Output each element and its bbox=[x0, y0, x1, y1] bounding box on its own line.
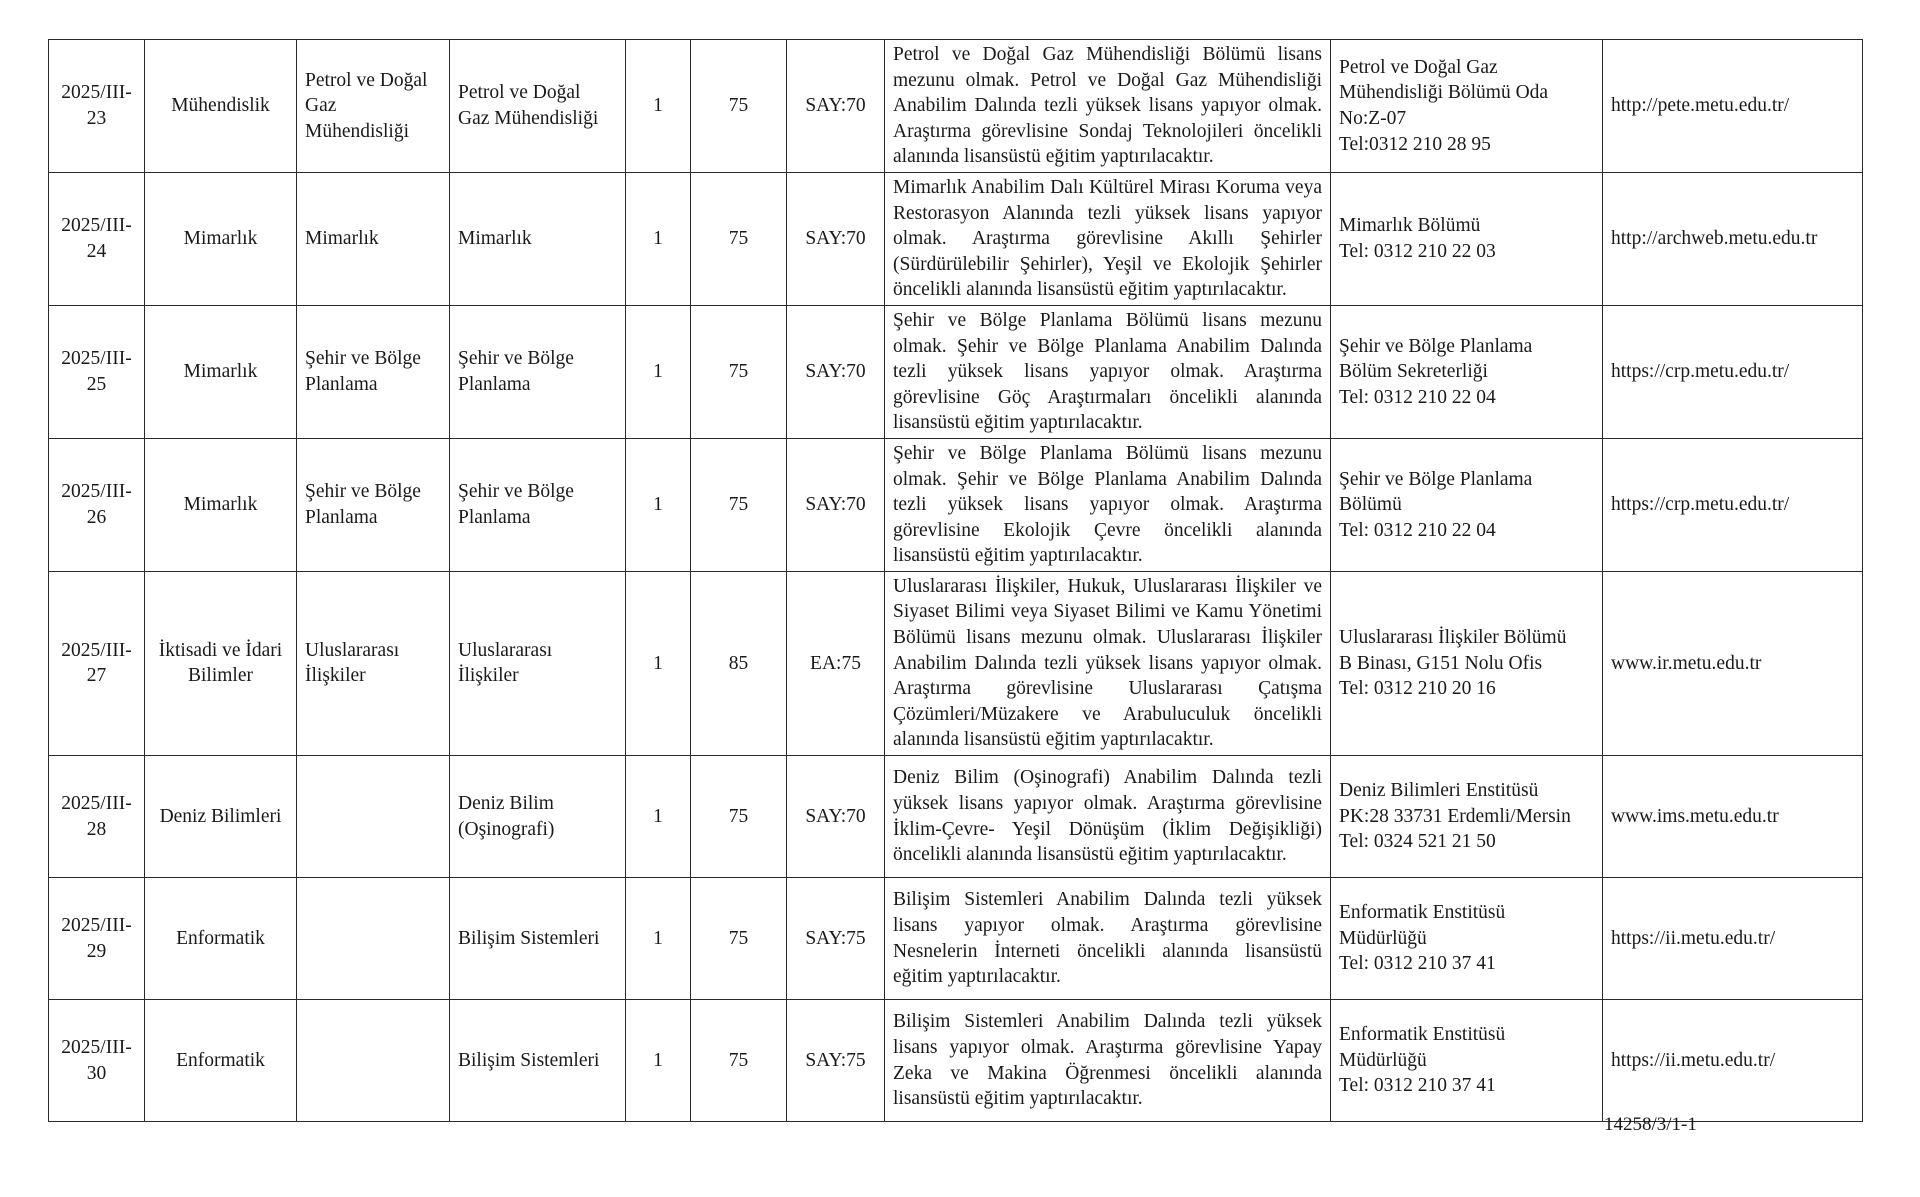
cell-program: Deniz Bilim (Oşinografi) bbox=[450, 756, 626, 878]
cell-department bbox=[297, 1000, 450, 1122]
cell-exam-score: SAY:75 bbox=[787, 1000, 885, 1122]
cell-department bbox=[297, 756, 450, 878]
cell-website: www.ir.metu.edu.tr bbox=[1603, 571, 1863, 755]
cell-website: www.ims.metu.edu.tr bbox=[1603, 756, 1863, 878]
cell-faculty: Enformatik bbox=[145, 878, 297, 1000]
cell-contact: Petrol ve Doğal Gaz Mühendisliği Bölümü Oda No:Z-07 Tel:0312 210 28 95 bbox=[1331, 40, 1603, 173]
cell-conditions: Petrol ve Doğal Gaz Mühendisliği Bölümü lisans mezunu olmak. Petrol ve Doğal Gaz Mühendisliği Anabilim Dalında tezli yüksek lisans yapıyor olmak. Araştırma görevlisine Sondaj Teknolojileri öncelikli alanında lisansüstü eğitim yaptırılacaktır. bbox=[885, 40, 1331, 173]
cell-contact: Şehir ve Bölge Planlama Bölüm Sekreterliği Tel: 0312 210 22 04 bbox=[1331, 305, 1603, 438]
cell-quota: 1 bbox=[626, 305, 691, 438]
cell-program: Şehir ve Bölge Planlama bbox=[450, 305, 626, 438]
cell-ad-code: 2025/III- 23 bbox=[49, 40, 145, 173]
table-row bbox=[49, 305, 1863, 438]
cell-contact: Deniz Bilimleri Enstitüsü PK:28 33731 Erdemli/Mersin Tel: 0324 521 21 50 bbox=[1331, 756, 1603, 878]
cell-program: Petrol ve Doğal Gaz Mühendisliği bbox=[450, 40, 626, 173]
cell-contact: Enformatik Enstitüsü Müdürlüğü Tel: 0312 210 37 41 bbox=[1331, 878, 1603, 1000]
cell-ad-code: 2025/III- 28 bbox=[49, 756, 145, 878]
cell-department: Şehir ve Bölge Planlama bbox=[297, 305, 450, 438]
cell-faculty: Mimarlık bbox=[145, 172, 297, 305]
cell-quota: 1 bbox=[626, 1000, 691, 1122]
table-row bbox=[49, 40, 1863, 173]
cell-exam-score: SAY:70 bbox=[787, 172, 885, 305]
cell-min-score: 75 bbox=[691, 438, 787, 571]
cell-exam-score: SAY:70 bbox=[787, 438, 885, 571]
cell-conditions: Uluslararası İlişkiler, Hukuk, Uluslararası İlişkiler ve Siyaset Bilimi veya Siyaset Bilimi ve Kamu Yönetimi Bölümü lisans mezunu olmak. Uluslararası İlişkiler Anabilim Dalında tezli yüksek lisans yapıyor olmak. Araştırma görevlisine Uluslararası Çatışma Çözümleri/Müzakere ve Arabuluculuk öncelikli alanında lisansüstü eğitim yaptırılacaktır. bbox=[885, 571, 1331, 755]
cell-exam-score: SAY:75 bbox=[787, 878, 885, 1000]
cell-department bbox=[297, 878, 450, 1000]
cell-min-score: 75 bbox=[691, 878, 787, 1000]
cell-ad-code: 2025/III- 30 bbox=[49, 1000, 145, 1122]
cell-faculty: Mimarlık bbox=[145, 305, 297, 438]
cell-min-score: 75 bbox=[691, 305, 787, 438]
cell-ad-code: 2025/III- 27 bbox=[49, 571, 145, 755]
cell-program: Bilişim Sistemleri bbox=[450, 878, 626, 1000]
cell-website: https://crp.metu.edu.tr/ bbox=[1603, 438, 1863, 571]
cell-min-score: 75 bbox=[691, 40, 787, 173]
cell-department: Şehir ve Bölge Planlama bbox=[297, 438, 450, 571]
cell-contact: Mimarlık Bölümü Tel: 0312 210 22 03 bbox=[1331, 172, 1603, 305]
cell-website: https://ii.metu.edu.tr/ bbox=[1603, 878, 1863, 1000]
cell-contact: Enformatik Enstitüsü Müdürlüğü Tel: 0312 210 37 41 bbox=[1331, 1000, 1603, 1122]
cell-website: http://archweb.metu.edu.tr bbox=[1603, 172, 1863, 305]
position-listing-table bbox=[48, 39, 1863, 1122]
table-row bbox=[49, 438, 1863, 571]
cell-min-score: 85 bbox=[691, 571, 787, 755]
cell-department: Mimarlık bbox=[297, 172, 450, 305]
cell-contact: Uluslararası İlişkiler Bölümü B Binası, G151 Nolu Ofis Tel: 0312 210 20 16 bbox=[1331, 571, 1603, 755]
cell-conditions: Deniz Bilim (Oşinografi) Anabilim Dalında tezli yüksek lisans yapıyor olmak. Araştırma görevlisine İklim-Çevre- Yeşil Dönüşüm (İklim Değişikliği) öncelikli alanında lisansüstü eğitim yaptırılacaktır. bbox=[885, 756, 1331, 878]
cell-ad-code: 2025/III- 26 bbox=[49, 438, 145, 571]
cell-exam-score: EA:75 bbox=[787, 571, 885, 755]
cell-quota: 1 bbox=[626, 172, 691, 305]
cell-faculty: Deniz Bilimleri bbox=[145, 756, 297, 878]
cell-quota: 1 bbox=[626, 756, 691, 878]
cell-conditions: Bilişim Sistemleri Anabilim Dalında tezli yüksek lisans yapıyor olmak. Araştırma görevlisine Yapay Zeka ve Makina Öğrenmesi öncelikli alanında lisansüstü eğitim yaptırılacaktır. bbox=[885, 1000, 1331, 1122]
cell-department: Uluslararası İlişkiler bbox=[297, 571, 450, 755]
cell-faculty: Enformatik bbox=[145, 1000, 297, 1122]
cell-faculty: Mühendislik bbox=[145, 40, 297, 173]
cell-ad-code: 2025/III- 24 bbox=[49, 172, 145, 305]
cell-exam-score: SAY:70 bbox=[787, 756, 885, 878]
cell-program: Uluslararası İlişkiler bbox=[450, 571, 626, 755]
cell-program: Mimarlık bbox=[450, 172, 626, 305]
cell-contact: Şehir ve Bölge Planlama Bölümü Tel: 0312 210 22 04 bbox=[1331, 438, 1603, 571]
table-row bbox=[49, 756, 1863, 878]
cell-ad-code: 2025/III- 29 bbox=[49, 878, 145, 1000]
document-reference-number: 14258/3/1-1 bbox=[1604, 1114, 1697, 1135]
table-row bbox=[49, 172, 1863, 305]
cell-quota: 1 bbox=[626, 571, 691, 755]
table-row bbox=[49, 571, 1863, 755]
cell-website: https://ii.metu.edu.tr/ bbox=[1603, 1000, 1863, 1122]
cell-ad-code: 2025/III- 25 bbox=[49, 305, 145, 438]
cell-min-score: 75 bbox=[691, 756, 787, 878]
cell-exam-score: SAY:70 bbox=[787, 40, 885, 173]
cell-conditions: Şehir ve Bölge Planlama Bölümü lisans mezunu olmak. Şehir ve Bölge Planlama Anabilim Dalında tezli yüksek lisans yapıyor olmak. Araştırma görevlisine Göç Araştırmaları öncelikli alanında lisansüstü eğitim yaptırılacaktır. bbox=[885, 305, 1331, 438]
table-row bbox=[49, 1000, 1863, 1122]
cell-conditions: Bilişim Sistemleri Anabilim Dalında tezli yüksek lisans yapıyor olmak. Araştırma görevlisine Nesnelerin İnterneti öncelikli alanında lisansüstü eğitim yaptırılacaktır. bbox=[885, 878, 1331, 1000]
table-body bbox=[49, 40, 1863, 1122]
cell-website: http://pete.metu.edu.tr/ bbox=[1603, 40, 1863, 173]
cell-conditions: Şehir ve Bölge Planlama Bölümü lisans mezunu olmak. Şehir ve Bölge Planlama Anabilim Dalında tezli yüksek lisans yapıyor olmak. Araştırma görevlisine Ekolojik Çevre öncelikli alanında lisansüstü eğitim yaptırılacaktır. bbox=[885, 438, 1331, 571]
cell-exam-score: SAY:70 bbox=[787, 305, 885, 438]
cell-faculty: Mimarlık bbox=[145, 438, 297, 571]
cell-min-score: 75 bbox=[691, 172, 787, 305]
cell-quota: 1 bbox=[626, 438, 691, 571]
cell-website: https://crp.metu.edu.tr/ bbox=[1603, 305, 1863, 438]
cell-quota: 1 bbox=[626, 878, 691, 1000]
cell-min-score: 75 bbox=[691, 1000, 787, 1122]
cell-program: Bilişim Sistemleri bbox=[450, 1000, 626, 1122]
table-row bbox=[49, 878, 1863, 1000]
cell-department: Petrol ve Doğal Gaz Mühendisliği bbox=[297, 40, 450, 173]
cell-faculty: İktisadi ve İdari Bilimler bbox=[145, 571, 297, 755]
cell-program: Şehir ve Bölge Planlama bbox=[450, 438, 626, 571]
cell-quota: 1 bbox=[626, 40, 691, 173]
cell-conditions: Mimarlık Anabilim Dalı Kültürel Mirası Koruma veya Restorasyon Alanında tezli yüksek lisans yapıyor olmak. Araştırma görevlisine Akıllı Şehirler (Sürdürülebilir Şehirler), Yeşil ve Ekolojik Şehirler öncelikli alanında lisansüstü eğitim yaptırılacaktır. bbox=[885, 172, 1331, 305]
